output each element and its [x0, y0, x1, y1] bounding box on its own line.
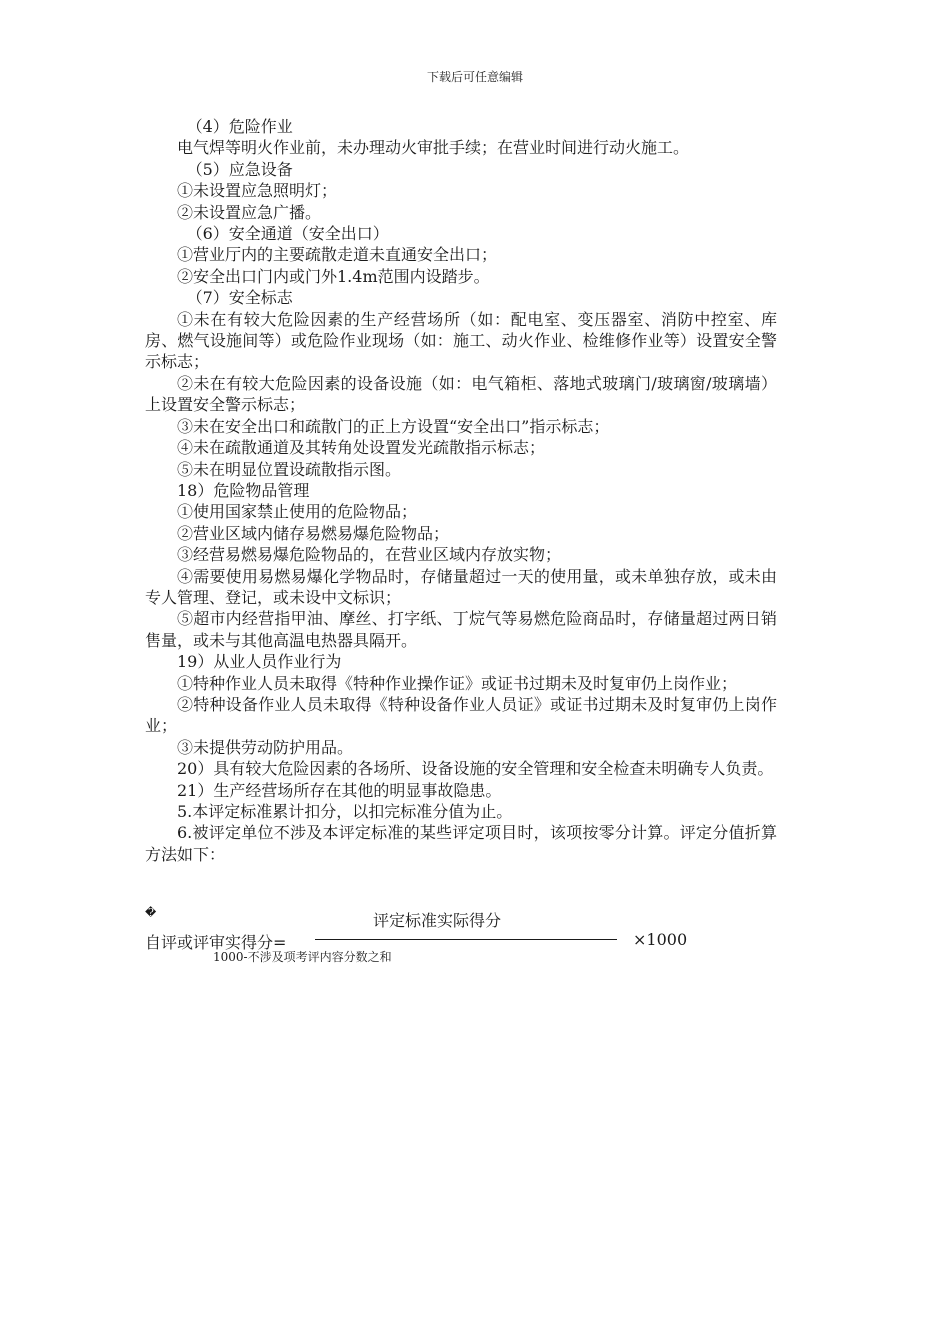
paragraph: ①未设置应急照明灯； — [177, 181, 338, 201]
paragraph: 21）生产经营场所存在其他的明显事故隐患。 — [177, 780, 502, 800]
paragraph: ①特种作业人员未取得《特种作业操作证》或证书过期未及时复审仍上岗作业； — [177, 673, 738, 693]
paragraph: ④需要使用易燃易爆化学物品时，存储量超过一天的使用量，或未单独存放，或未由专人管理、登记，或未设中文标识； — [145, 566, 777, 607]
paragraph: （7）安全标志 — [186, 288, 293, 308]
paragraph: ④未在疏散通道及其转角处设置发光疏散指示标志； — [177, 438, 546, 458]
paragraph: （4）危险作业 — [186, 117, 293, 136]
fraction-bar — [315, 939, 617, 940]
formula-numerator: 评定标准实际得分 — [373, 911, 502, 930]
paragraph: ①营业厅内的主要疏散走道未直通安全出口； — [177, 245, 498, 265]
paragraph: 20）具有较大危险因素的各场所、设备设施的安全管理和安全检查未明确专人负责。 — [177, 759, 774, 779]
paragraph: ②特种设备作业人员未取得《特种设备作业人员证》或证书过期未及时复审仍上岗作业； — [145, 694, 777, 736]
paragraph: （6）安全通道（安全出口） — [186, 224, 389, 244]
paragraph: 5.本评定标准累计扣分，以扣完标准分值为止。 — [177, 802, 513, 821]
paragraph: （5）应急设备 — [186, 159, 293, 179]
header-note: 下载后可任意编辑 — [426, 70, 523, 84]
paragraph: ⑤超市内经营指甲油、摩丝、打字纸、丁烷气等易燃危险商品时，存储量超过两日销售量，或未与其他高温电热器具隔开。 — [145, 609, 777, 650]
document-body — [145, 116, 777, 865]
paragraph: ②未在有较大危险因素的设备设施（如：电气箱柜、落地式玻璃门/玻璃窗/玻璃墙）上设置安全警示标志； — [145, 373, 777, 415]
paragraph: ①使用国家禁止使用的危险物品； — [177, 502, 418, 522]
paragraph: 6.被评定单位不涉及本评定标准的某些评定项目时，该项按零分计算。评定分值折算方法如下： — [145, 823, 777, 864]
paragraph: 电气焊等明火作业前，未办理动火审批手续；在营业时间进行动火施工。 — [177, 138, 690, 158]
paragraph: ②安全出口门内或门外1.4m范围内设踏步。 — [177, 266, 490, 286]
paragraph: ③未在安全出口和疏散门的正上方设置“安全出口”指示标志； — [177, 416, 610, 436]
paragraph: 18）危险物品管理 — [177, 480, 310, 500]
paragraph: ②未设置应急广播。 — [177, 202, 322, 222]
paragraph: 19）从业人员作业行为 — [177, 652, 342, 672]
formula-denominator: 1000-不涉及项考评内容分数之和 — [213, 950, 392, 964]
paragraph: ③经营易燃易爆危险物品的，在营业区域内存放实物； — [177, 545, 562, 565]
paragraph: ③未提供劳动防护用品。 — [177, 737, 354, 757]
score-formula — [145, 906, 785, 976]
formula-lhs: 自评或评审实得分= — [145, 933, 287, 952]
paragraph: ①未在有较大危险因素的生产经营场所（如：配电室、变压器室、消防中控室、库房、燃气设施间等）或危险作业现场（如：施工、动火作业、检维修作业等）设置安全警示标志； — [145, 309, 777, 372]
paragraph: ⑤未在明显位置设疏散指示图。 — [177, 459, 402, 479]
paragraph: ②营业区域内储存易燃易爆危险物品； — [177, 523, 450, 543]
formula-multiplier: ×1000 — [633, 930, 688, 949]
formula-mark: � — [145, 906, 157, 919]
